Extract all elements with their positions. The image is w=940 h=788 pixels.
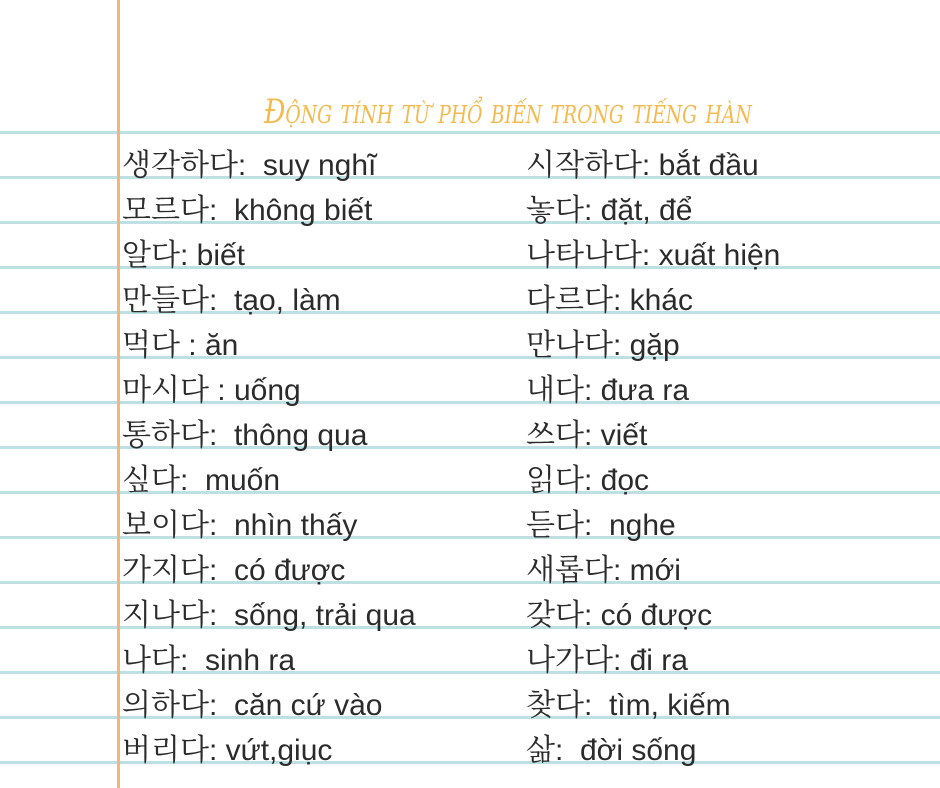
- vocab-entry: 먹다 : ăn: [122, 329, 239, 362]
- vocab-entry: 내다: đưa ra: [526, 374, 690, 407]
- vocab-entry: 갖다: có được: [526, 599, 713, 632]
- vocab-entry: 쓰다: viết: [526, 419, 648, 452]
- vocab-entry: 삶: đời sống: [526, 734, 697, 767]
- vocab-entry: 찾다: tìm, kiếm: [526, 689, 731, 722]
- vocab-entry: 만들다: tạo, làm: [122, 284, 341, 317]
- vocab-entry: 가지다: có được: [122, 554, 346, 587]
- vocab-entry: 듣다: nghe: [526, 509, 676, 542]
- vocab-entry: 나다: sinh ra: [122, 644, 296, 677]
- vocab-entry: 나가다: đi ra: [526, 644, 688, 677]
- page-title: Động tính từ phổ biến trong tiếng hàn: [264, 92, 752, 132]
- vocab-entry: 생각하다: suy nghĩ: [122, 149, 377, 182]
- margin-line: [117, 0, 120, 788]
- vocab-entry: 보이다: nhìn thấy: [122, 509, 358, 542]
- vocab-entry: 싶다: muốn: [122, 464, 281, 497]
- vocab-entry: 의하다: căn cứ vào: [122, 689, 383, 722]
- vocab-entry: 마시다 : uống: [122, 374, 301, 407]
- vocab-entry: 만나다: gặp: [526, 329, 680, 362]
- vocab-entry: 놓다: đặt, để: [526, 194, 693, 227]
- vocab-entry: 시작하다: bắt đầu: [526, 149, 759, 182]
- vocab-column-right: [526, 145, 780, 775]
- vocab-entry: 알다: biết: [122, 239, 245, 272]
- vocab-entry: 읽다: đọc: [526, 464, 649, 497]
- vocab-entry: 버리다: vứt,giục: [122, 734, 333, 767]
- vocab-entry: 새롭다: mới: [526, 554, 681, 587]
- vocab-column-left: [122, 145, 416, 775]
- vocab-entry: 나타나다: xuất hiện: [526, 239, 781, 272]
- vocab-entry: 지나다: sống, trải qua: [122, 599, 416, 632]
- vocab-entry: 모르다: không biết: [122, 194, 373, 227]
- vocab-entry: 다르다: khác: [526, 284, 693, 317]
- vocab-entry: 통하다: thông qua: [122, 419, 368, 452]
